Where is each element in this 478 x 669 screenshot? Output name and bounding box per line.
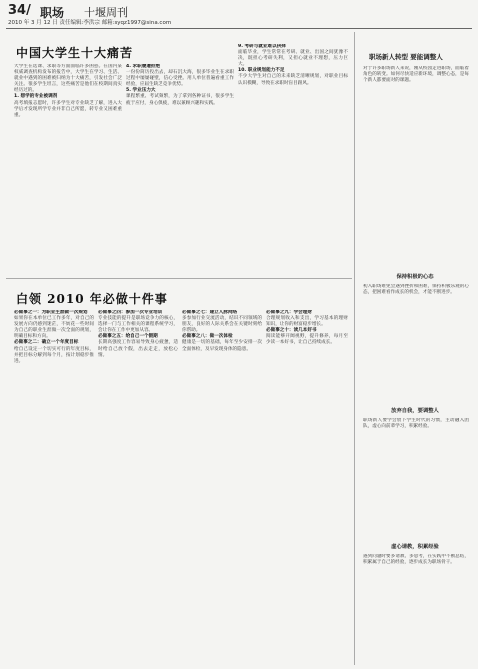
paragraph: 一份份简历投出去，却石沉大海，很多毕业生在求职过程中屡屡碰壁，信心受挫。用人单位普遍看重工作经验，应届生缺乏竞争优势。 (126, 70, 234, 88)
subheading: 必做事之十：读几本好书 (266, 328, 317, 334)
subheading: 10. 职业规划能力不足 (238, 68, 285, 74)
sidebar-subheading: 放弃自我，要调整人 (391, 408, 439, 414)
subheading: 5. 学业压力大 (126, 88, 156, 94)
paragraph: 阅读能够开阔视野，提升修养，每月至少读一本好书，让自己持续成长。 (266, 334, 348, 346)
sidebar-subheading: 保持积极的心态 (396, 274, 434, 280)
paper-name: 十堰周刊 (84, 6, 128, 19)
paragraph: 专业技能的提升是职场竞争力的核心，选择一门与工作相关的课程系统学习，会让你在工作中更加从容。 (98, 316, 178, 334)
paragraph: 长期高强度工作容易导致身心疲惫，适时给自己放个假，出去走走，放松心情。 (98, 340, 178, 358)
subheading: 必做事之八：做一次体检 (182, 334, 233, 340)
paragraph: 高考填报志愿时，许多学生对专业缺乏了解，进入大学后才发现所学专业并非自己所愿，转专业又困难重重。 (14, 100, 122, 118)
subheading: 必做事之五：给自己一个假期 (98, 334, 158, 340)
paragraph: 大学生在选课、求职等方面面临许多困惑。在国内某权威调查机构发布的报告中，大学生在学习、生活、就业中遇到的困难被归纳为十大痛苦，引发社会广泛关注。很多学生坦言，这些痛苦是他们在校期间真实经历过的。 (14, 64, 122, 94)
main-content (6, 32, 352, 665)
sidebar-paragraph: 初入职场难免会遇到挫折和困难，保持积极乐观的心态，把困难看作成长的机会，才能不断进步。 (363, 284, 469, 296)
article-column (14, 310, 94, 662)
article-title: 白领 2010 年必做十件事 (16, 292, 168, 306)
subheading: 必做事之四：参加一次专业培训 (98, 310, 163, 315)
paragraph: 多参加行业交流活动，结识不同领域的朋友，良好的人际关系会在关键时刻给你帮助。 (182, 316, 262, 334)
subheading: 4. 求职屡遭拒绝 (126, 64, 161, 69)
subheading: 必做事之九：学会理财 (266, 310, 312, 315)
subheading: 必做事之七：建立人脉网络 (182, 310, 238, 315)
paragraph: 面临毕业，学生常常在考研、就业、出国之间犹豫不决，既担心考研失利，又担心就业不理想，压力巨大。 (238, 50, 348, 68)
subheading: 1. 想学的专业被调剂 (14, 94, 58, 100)
subheading: 9. 考研与就业难以抉择 (238, 44, 286, 49)
column-divider (354, 32, 355, 665)
paragraph: 合理规划收入和支出，学习基本的理财知识，让你的财富稳步增长。 (266, 316, 348, 328)
subheading: 必做事之一：为职业生涯做一次规划 (14, 310, 88, 315)
page-number: 34/ (8, 3, 31, 18)
edition-meta: 2010 年 3 月 12 日 责任编辑:李洪宗 邮箱:syqz1997@sina.com (8, 20, 172, 26)
paragraph: 不少大学生对自己的未来缺乏清晰规划，对职业目标认识模糊，导致在求职时盲目跟风。 (238, 74, 348, 86)
sidebar-intro: 对于许多职场新人来说，刚从校园走进职场，面临着角色的转变。如何尽快适应新环境，调整心态，是每个新人都要面对的课题。 (363, 66, 469, 84)
header-rule (6, 28, 472, 29)
article-title: 中国大学生十大痛苦 (16, 46, 134, 60)
article-column (98, 310, 178, 662)
paragraph: 如果你在本单位已工作多年，对自己的发展方向仍感到迷茫，不妨花一些时间为自己的职业生涯做一次全面的规划，明确目标和方向。 (14, 316, 94, 340)
article-ten-pains (6, 32, 352, 275)
sidebar-title: 职场新人转型 要能调整人 (369, 53, 443, 61)
section-name: 职场 (40, 6, 65, 20)
sidebar-subheading: 虚心请教，积累经验 (391, 544, 439, 550)
article-ten-things (6, 282, 352, 665)
article-column (238, 44, 348, 272)
subheading: 必做事之二：确立一个年度目标 (14, 340, 79, 346)
sidebar-paragraph: 职场新人要学会放下学生时代的习惯，主动融入团队，虚心向前辈学习，积累经验。 (363, 418, 469, 430)
sidebar (357, 32, 473, 665)
paragraph: 健康是一切的基础，每年至少安排一次全面体检，及早发现身体的隐患。 (182, 340, 262, 352)
article-column (126, 64, 234, 272)
article-divider (6, 278, 352, 279)
sidebar-paragraph: 遇到问题时要多请教、多思考，在实践中不断总结，积累属于自己的经验，逐步成长为职场骨干。 (363, 554, 469, 566)
article-column (266, 310, 348, 662)
article-column (14, 64, 122, 272)
article-column (182, 310, 262, 662)
paragraph: 课程繁重、考试频繁，为了拿到各种证书，很多学生疲于应付，身心俱疲，难以兼顾兴趣和实践。 (126, 94, 234, 106)
paragraph: 给自己设定一个切实可行的年度目标，并把目标分解到每个月，按计划稳步推进。 (14, 346, 94, 364)
page-header (0, 0, 478, 26)
